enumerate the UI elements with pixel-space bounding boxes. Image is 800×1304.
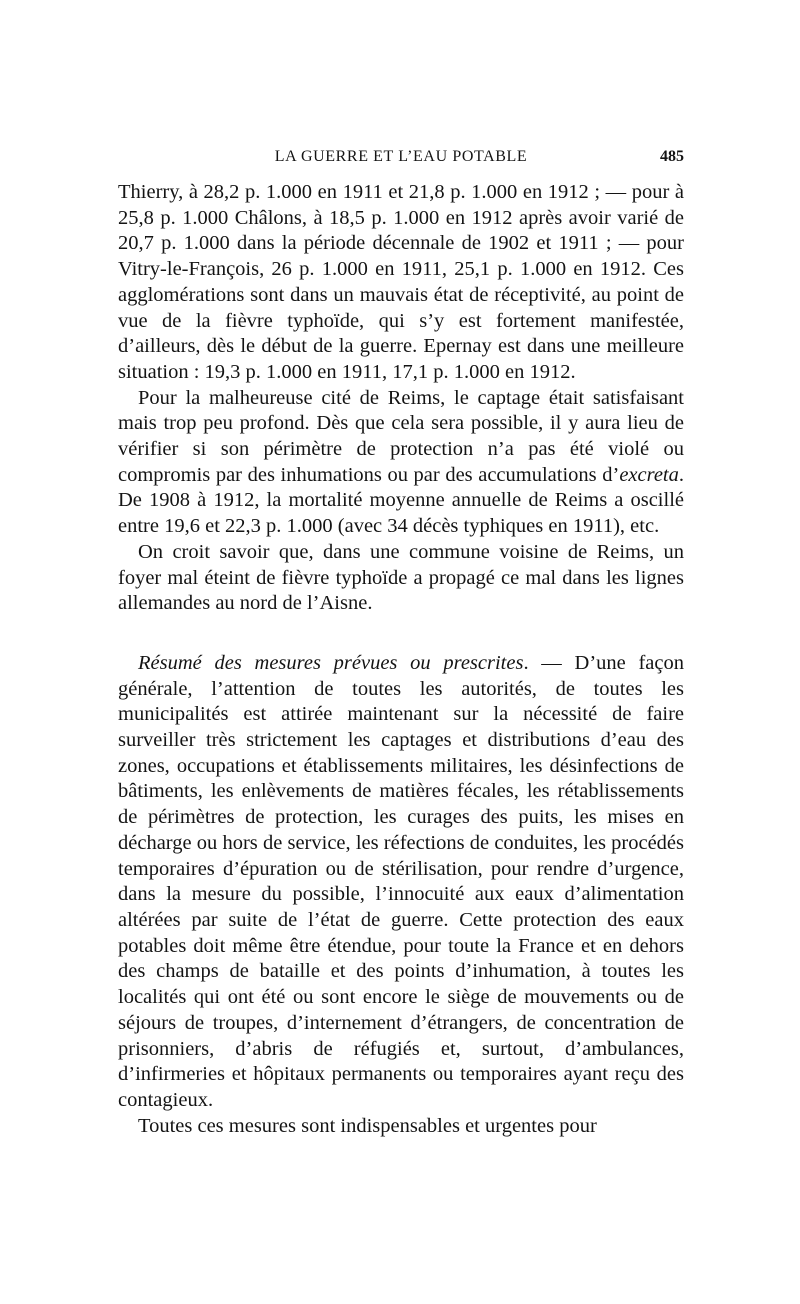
running-title: LA GUERRE ET L’EAU POTABLE	[274, 148, 528, 165]
paragraph-aisne	[118, 540, 684, 617]
running-head	[118, 148, 684, 172]
paragraph-text: Toutes ces mesures sont indispensables et urgentes pour	[138, 1114, 597, 1137]
paragraph-text: Thierry, à 28,2 p. 1.000 en 1911 et 21,8 p. 1.000 en 1912 ; — pour à 25,8 p. 1.000 Châlons, à 18,5 p. 1.000 en 1912 après avoir varié de 20,7 p. 1.000 dans la période décennale de 1902 et 1911 ; — pour Vitry-le-François, 26 p. 1.000 en 1911, 25,1 p. 1.000 en 1912. Ces agglomérations sont dans un mauvais état de réceptivité, au point de vue de la fièvre typhoïde, qui s’y est fortement manifestée, d’ailleurs, dès le début de la guerre. Epernay est dans une meilleure situation : 19,3 p. 1.000 en 1911, 17,1 p. 1.000 en 1912.	[118, 181, 684, 383]
section-heading: Résumé des mesures prévues ou prescrites	[138, 651, 524, 674]
italic-term-excreta: excreta	[619, 463, 679, 486]
paragraph-resume-mesures	[118, 651, 684, 1114]
paragraph-text: On croit savoir que, dans une commune voisine de Reims, un foyer mal éteint de fièvre typhoïde a propagé ce mal dans les lignes allemandes au nord de l’Aisne.	[118, 540, 684, 615]
paragraph-text: . — D’une façon générale, l’attention de toutes les autorités, de toutes les municipalités est attirée maintenant sur la nécessité de faire surveiller très strictement les captages et distributions d’eau des zones, occupations et établissements militaires, les désinfections de bâtiments, les enlèvements de matières fécales, les rétablissements de périmètres de protection, les curages des puits, les mises en décharge ou hors de service, les réfections de conduites, les procédés temporaires d’épuration ou de stérilisation, pour rendre d’urgence, dans la mesure du possible, l’innocuité aux eaux d’alimentation altérées par suite de l’état de guerre. Cette protection des eaux potables doit même être étendue, pour toute la France et en dehors des champs de bataille et des points d’inhumation, à toutes les localités qui ont été ou sont encore le siège de mouvements ou de séjours de troupes, d’internement d’étrangers, de concentration de prisonniers, d’abris de réfugiés et, surtout, d’ambulances, d’infirmeries et hôpitaux permanents ou temporaires ayant reçu des contagieux.	[118, 651, 684, 1111]
page-number: 485	[660, 148, 684, 165]
paragraph-toutes-ces-mesures	[118, 1114, 684, 1140]
paragraph-text-start: Pour la malheureuse cité de Reims, le captage était satisfaisant mais trop peu profond. Dès que cela sera possible, il y aura lieu de vérifier si son périmètre de protection n’a pas été violé ou compromis par des inhumations ou par des accumulations d’	[118, 386, 684, 486]
paragraph-reims	[118, 386, 684, 540]
paragraph-text-end: . De 1908 à 1912, la mortalité moyenne annuelle de Reims a oscillé entre 19,6 et 22,3 p. 1.000 (avec 34 décès typhiques en 1911), etc.	[118, 463, 684, 538]
body-text	[118, 180, 684, 1139]
paragraph-thierry-chalons-vitry	[118, 180, 684, 386]
